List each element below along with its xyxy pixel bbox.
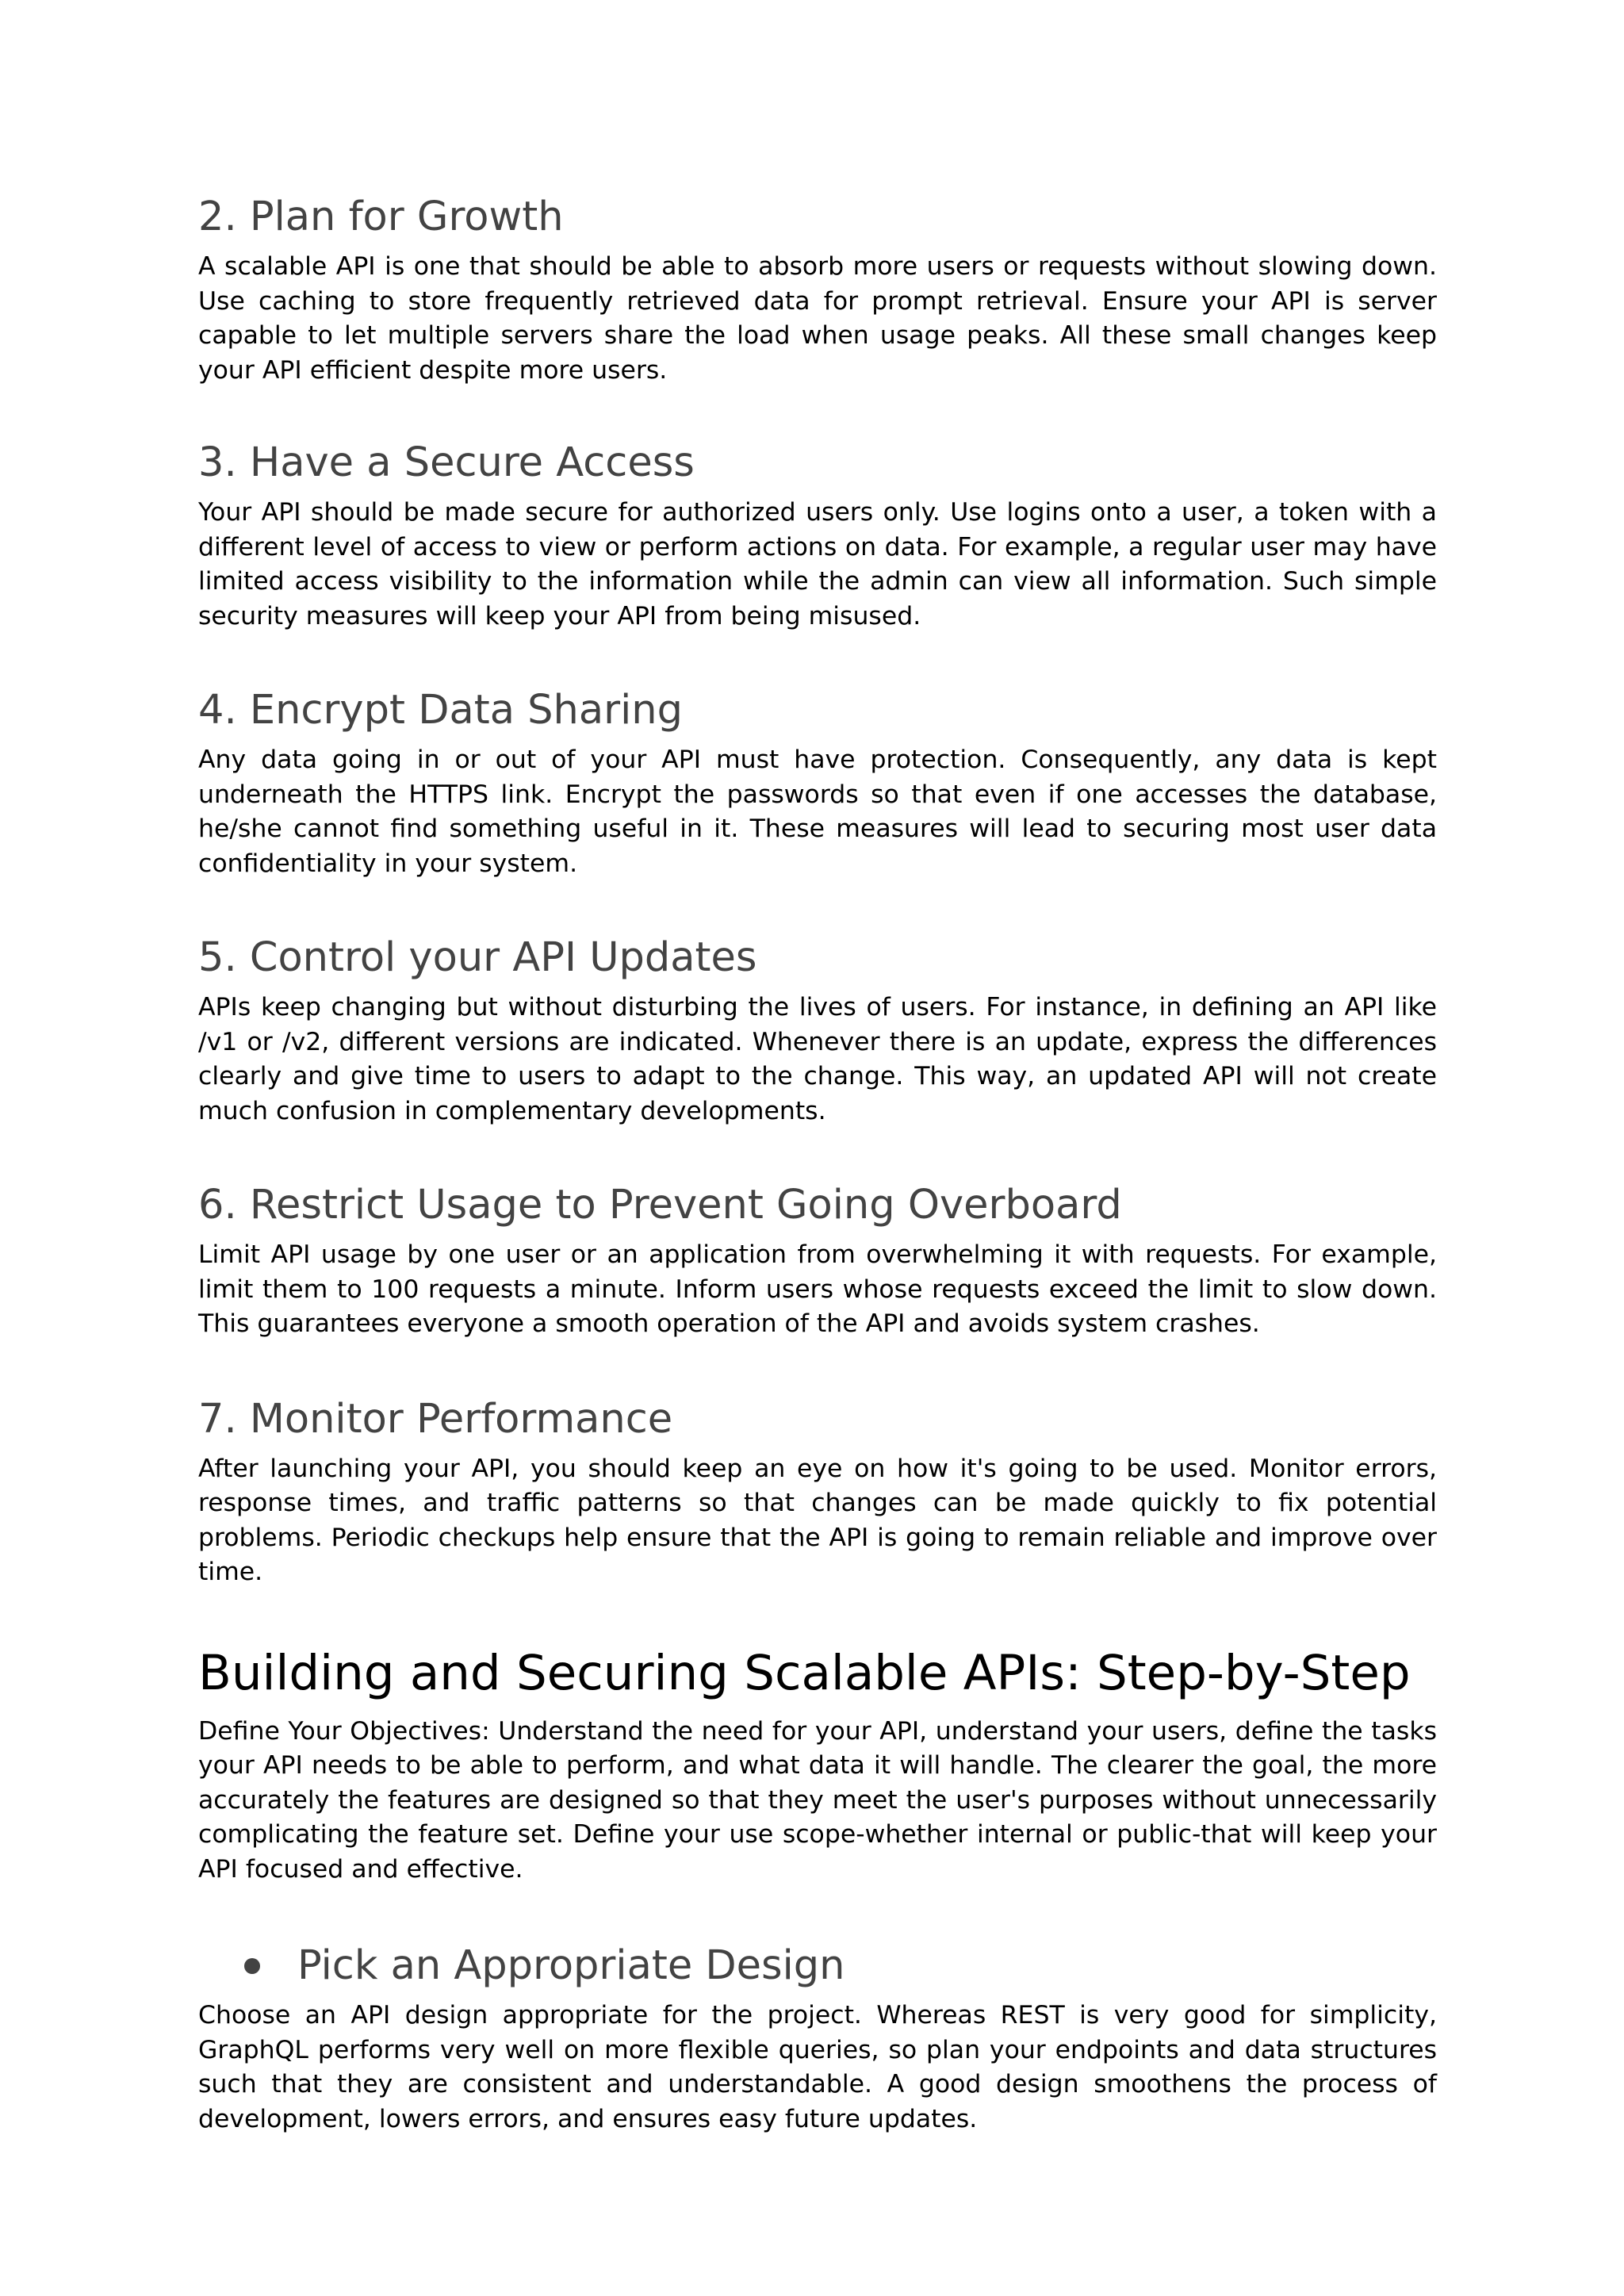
- section-paragraph: Any data going in or out of your API must have protection. Consequently, any data is kept underneath the HTTPS link. Encrypt the passwords so that even if one accesses the database, he/she cannot find something useful in it. These measures will lead to securing most user data confidentiality in your system.: [198, 746, 1437, 878]
- section-pick-design: [198, 1939, 1437, 2137]
- section-plan-for-growth: [198, 190, 1437, 388]
- section-secure-access: [198, 436, 1437, 634]
- section-heading: 3. Have a Secure Access: [198, 439, 695, 486]
- main-heading: Building and Securing Scalable APIs: Step-by-Step: [198, 1644, 1411, 1701]
- section-heading: 7. Monitor Performance: [198, 1395, 673, 1443]
- section-paragraph: Limit API usage by one user or an application from overwhelming it with requests. For example, limit them to 100 requests a minute. Inform users whose requests exceed the limit to slow down. This guarantees everyone a smooth operation of the API and avoids system crashes.: [198, 1240, 1437, 1338]
- section-paragraph: Choose an API design appropriate for the project. Whereas REST is very good for simplicity, GraphQL performs very well on more flexible queries, so plan your endpoints and data structures such that they are consistent and understandable. A good design smoothens the process of development, lowers errors, and ensures easy future updates.: [198, 2001, 1437, 2133]
- section-api-updates: [198, 931, 1437, 1129]
- section-encrypt-data: [198, 684, 1437, 881]
- section-paragraph: A scalable API is one that should be able to absorb more users or requests without slowing down. Use caching to store frequently retrieved data for prompt retrieval. Ensure your API is server capable to let multiple servers share the load when usage peaks. All these small changes keep your API efficient despite more users.: [198, 252, 1437, 385]
- document-page: [198, 190, 1437, 2137]
- bullet-heading-text: Pick an Appropriate Design: [297, 1942, 845, 1989]
- section-paragraph: Define Your Objectives: Understand the need for your API, understand your users, define the tasks your API needs to be able to perform, and what data it will handle. The clearer the goal, the more accurately the features are designed so that they meet the user's purposes without unnecessarily complicating the feature set. Define your use scope-whether internal or public-that will keep your API focused and effective.: [198, 1716, 1437, 1884]
- section-heading: 2. Plan for Growth: [198, 194, 564, 240]
- bullet-heading: [198, 1939, 1437, 1993]
- section-heading: 6. Restrict Usage to Prevent Going Overboard: [198, 1182, 1122, 1228]
- section-monitor-performance: [198, 1393, 1437, 1590]
- section-building-securing: [198, 1642, 1437, 1888]
- bullet-icon: [244, 1958, 260, 1974]
- section-heading: 5. Control your API Updates: [198, 934, 757, 981]
- section-paragraph: Your API should be made secure for authorized users only. Use logins onto a user, a token with a different level of access to view or perform actions on data. For example, a regular user may have limited access visibility to the information while the admin can view all information. Such simple security measures will keep your API from being misused.: [198, 498, 1437, 631]
- section-paragraph: APIs keep changing but without disturbing the lives of users. For instance, in defining an API like /v1 or /v2, different versions are indicated. Whenever there is an update, express the differences clearly and give time to users to adapt to the change. This way, an updated API will not create much confusion in complementary developments.: [198, 993, 1437, 1125]
- section-paragraph: After launching your API, you should keep an eye on how it's going to be used. Monitor errors, response times, and traffic patterns so that changes can be made quickly to fix potential problems. Periodic checkups help ensure that the API is going to remain reliable and improve over time.: [198, 1454, 1437, 1586]
- section-restrict-usage: [198, 1179, 1437, 1342]
- section-heading: 4. Encrypt Data Sharing: [198, 687, 683, 734]
